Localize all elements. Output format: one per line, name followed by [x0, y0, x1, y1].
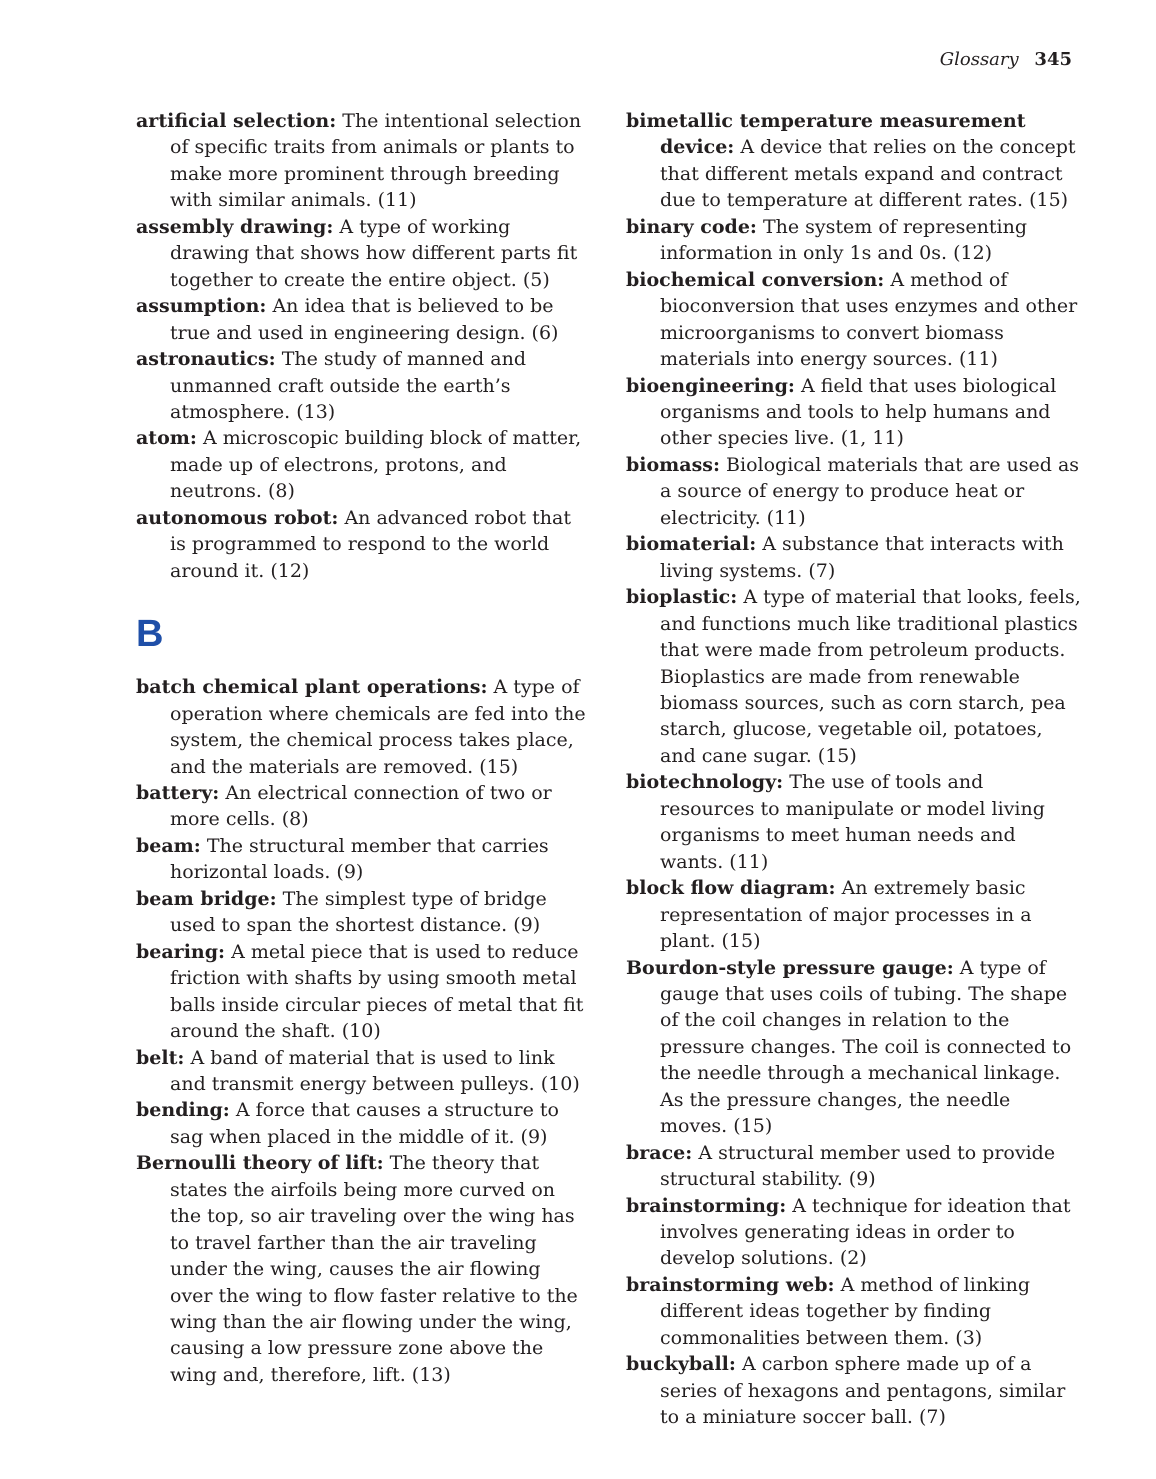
glossary-entry — [626, 1140, 1082, 1193]
glossary-entry — [136, 425, 588, 504]
glossary-entry — [136, 833, 588, 886]
glossary-term: astronautics: — [136, 348, 276, 371]
glossary-definition: An advanced robot that is programmed to respond to the world around it. (12) — [170, 506, 571, 582]
glossary-definition: A microscopic building block of matter, made up of electrons, protons, and neutrons. (8) — [170, 427, 582, 503]
glossary-definition: A carbon sphere made up of a series of hexagons and pentagons, similar to a miniature soccer ball. (7) — [660, 1353, 1066, 1429]
glossary-entry — [626, 531, 1082, 584]
glossary-definition: A device that relies on the concept that different metals expand and contract due to temperature at different rates. (15) — [660, 136, 1076, 212]
glossary-definition: A technique for ideation that involves generating ideas in order to develop solutions. (2) — [660, 1194, 1071, 1270]
glossary-entry — [136, 505, 588, 584]
glossary-entry — [626, 108, 1082, 214]
glossary-term: autonomous robot: — [136, 506, 339, 529]
glossary-definition: A band of material that is used to link and transmit energy between pulleys. (10) — [170, 1046, 580, 1095]
glossary-term: brace: — [626, 1141, 693, 1164]
glossary-entry — [626, 769, 1082, 875]
glossary-list-a — [136, 108, 588, 584]
glossary-list-b — [136, 674, 588, 1388]
glossary-term: artificial selection: — [136, 110, 337, 132]
glossary-entry — [626, 214, 1082, 267]
glossary-definition: A type of gauge that uses coils of tubing. The shape of the coil changes in relation to the pressure changes. The coil is connected to the needle through a mechanical linkage. As the pressure changes, the needle moves. (15) — [660, 956, 1072, 1138]
glossary-definition: A force that causes a structure to sag when placed in the middle of it. (9) — [170, 1099, 559, 1148]
glossary-definition: The simplest type of bridge used to span the shortest distance. (9) — [170, 887, 547, 937]
section-letter-heading: B — [136, 613, 164, 656]
glossary-term: buckyball: — [626, 1353, 736, 1376]
glossary-entry — [626, 267, 1082, 373]
glossary-entry — [626, 373, 1082, 452]
glossary-term: binary code: — [626, 215, 757, 238]
glossary-entry — [136, 886, 588, 939]
glossary-definition: The system of representing information in only 1s and 0s. (12) — [660, 215, 1028, 265]
glossary-definition: An electrical connection of two or more cells. (8) — [170, 781, 552, 831]
glossary-definition: The theory that states the airfoils being more curved on the top, so air traveling over the wing has to travel farther than the air traveling under the wing, causes the air flowing over the wing to flow faster relative to the wing than the air flowing under the wing, causing a low pressure zone above the wing and, therefore, lift. (13) — [170, 1152, 578, 1386]
glossary-term: Bourdon-style pressure gauge: — [626, 956, 954, 979]
glossary-term: Bernoulli theory of lift: — [136, 1152, 384, 1175]
glossary-term: brainstorming web: — [626, 1273, 835, 1296]
page-number: 345 — [1034, 49, 1072, 70]
glossary-term: biotechnology: — [626, 771, 784, 794]
glossary-term: block flow diagram: — [626, 877, 836, 900]
glossary-entry — [626, 1272, 1082, 1351]
glossary-definition: A structural member used to provide structural stability. (9) — [660, 1141, 1056, 1191]
glossary-term: batch chemical plant operations: — [136, 676, 488, 699]
glossary-definition: Biological materials that are used as a source of energy to produce heat or electricity. (11) — [660, 453, 1080, 529]
glossary-definition: A type of operation where chemicals are fed into the system, the chemical process takes place, and the materials are removed. (15) — [170, 676, 586, 778]
glossary-entry — [626, 955, 1082, 1140]
section-title: Glossary — [939, 49, 1019, 70]
glossary-term: bearing: — [136, 940, 226, 963]
glossary-term: bioplastic: — [626, 586, 738, 609]
glossary-definition: A method of bioconversion that uses enzymes and other microorganisms to convert biomass materials into energy sources. (11) — [660, 268, 1078, 371]
glossary-entry — [136, 346, 588, 425]
glossary-entry — [626, 452, 1082, 531]
glossary-term: bending: — [136, 1099, 230, 1122]
glossary-term: beam: — [136, 834, 201, 857]
left-column — [136, 108, 588, 1388]
glossary-entry — [626, 875, 1082, 954]
glossary-entry — [136, 108, 588, 214]
glossary-term: biochemical conversion: — [626, 268, 885, 291]
glossary-term: brainstorming: — [626, 1194, 787, 1217]
glossary-definition: A metal piece that is used to reduce friction with shafts by using smooth metal balls inside circular pieces of metal that fit around the shaft. (10) — [170, 940, 584, 1043]
right-column — [626, 108, 1082, 1431]
glossary-list-b-continued — [626, 108, 1082, 1431]
glossary-entry — [136, 939, 588, 1045]
glossary-entry — [626, 584, 1082, 769]
glossary-term: beam bridge: — [136, 887, 277, 910]
glossary-term: assembly drawing: — [136, 215, 334, 238]
glossary-entry — [136, 214, 588, 293]
glossary-term: biomaterial: — [626, 533, 757, 556]
glossary-definition: An idea that is believed to be true and used in engineering design. (6) — [170, 295, 559, 344]
glossary-term: biomass: — [626, 453, 720, 476]
glossary-term: belt: — [136, 1046, 185, 1069]
glossary-entry — [136, 674, 588, 780]
glossary-term: atom: — [136, 427, 197, 450]
glossary-definition: The structural member that carries horizontal loads. (9) — [170, 834, 549, 884]
running-header — [940, 49, 1072, 70]
glossary-entry — [136, 1045, 588, 1098]
glossary-entry — [136, 1097, 588, 1150]
glossary-term: bioengineering: — [626, 374, 795, 397]
glossary-entry — [136, 780, 588, 833]
glossary-definition: The intentional selection of specific traits from animals or plants to make more prominent through breeding with similar animals. (11) — [170, 110, 582, 212]
glossary-entry — [626, 1193, 1082, 1272]
glossary-definition: A method of linking different ideas together by finding commonalities between them. (3) — [660, 1273, 1031, 1349]
glossary-definition: An extremely basic representation of major processes in a plant. (15) — [660, 877, 1032, 953]
glossary-definition: A substance that interacts with living systems. (7) — [660, 533, 1064, 582]
glossary-term: bimetallic temperature measurement device: — [626, 110, 1026, 159]
glossary-entry — [626, 1351, 1082, 1430]
glossary-definition: A field that uses biological organisms and tools to help humans and other species live. (1, 11) — [660, 374, 1057, 450]
glossary-definition: The use of tools and resources to manipulate or model living organisms to meet human needs and wants. (11) — [660, 771, 1045, 873]
glossary-term: assumption: — [136, 295, 267, 318]
glossary-term: battery: — [136, 781, 220, 804]
glossary-entry — [136, 293, 588, 346]
glossary-definition: A type of working drawing that shows how different parts fit together to create the entire object. (5) — [170, 215, 578, 291]
glossary-definition: The study of manned and unmanned craft outside the earth’s atmosphere. (13) — [170, 348, 526, 423]
glossary-entry — [136, 1150, 588, 1388]
glossary-definition: A type of material that looks, feels, and functions much like traditional plastics that were made from petroleum products. Bioplastics are made from renewable biomass sources, such as corn starch, pea starch, glucose, vegetable oil, potatoes, and cane sugar. (15) — [660, 586, 1081, 767]
